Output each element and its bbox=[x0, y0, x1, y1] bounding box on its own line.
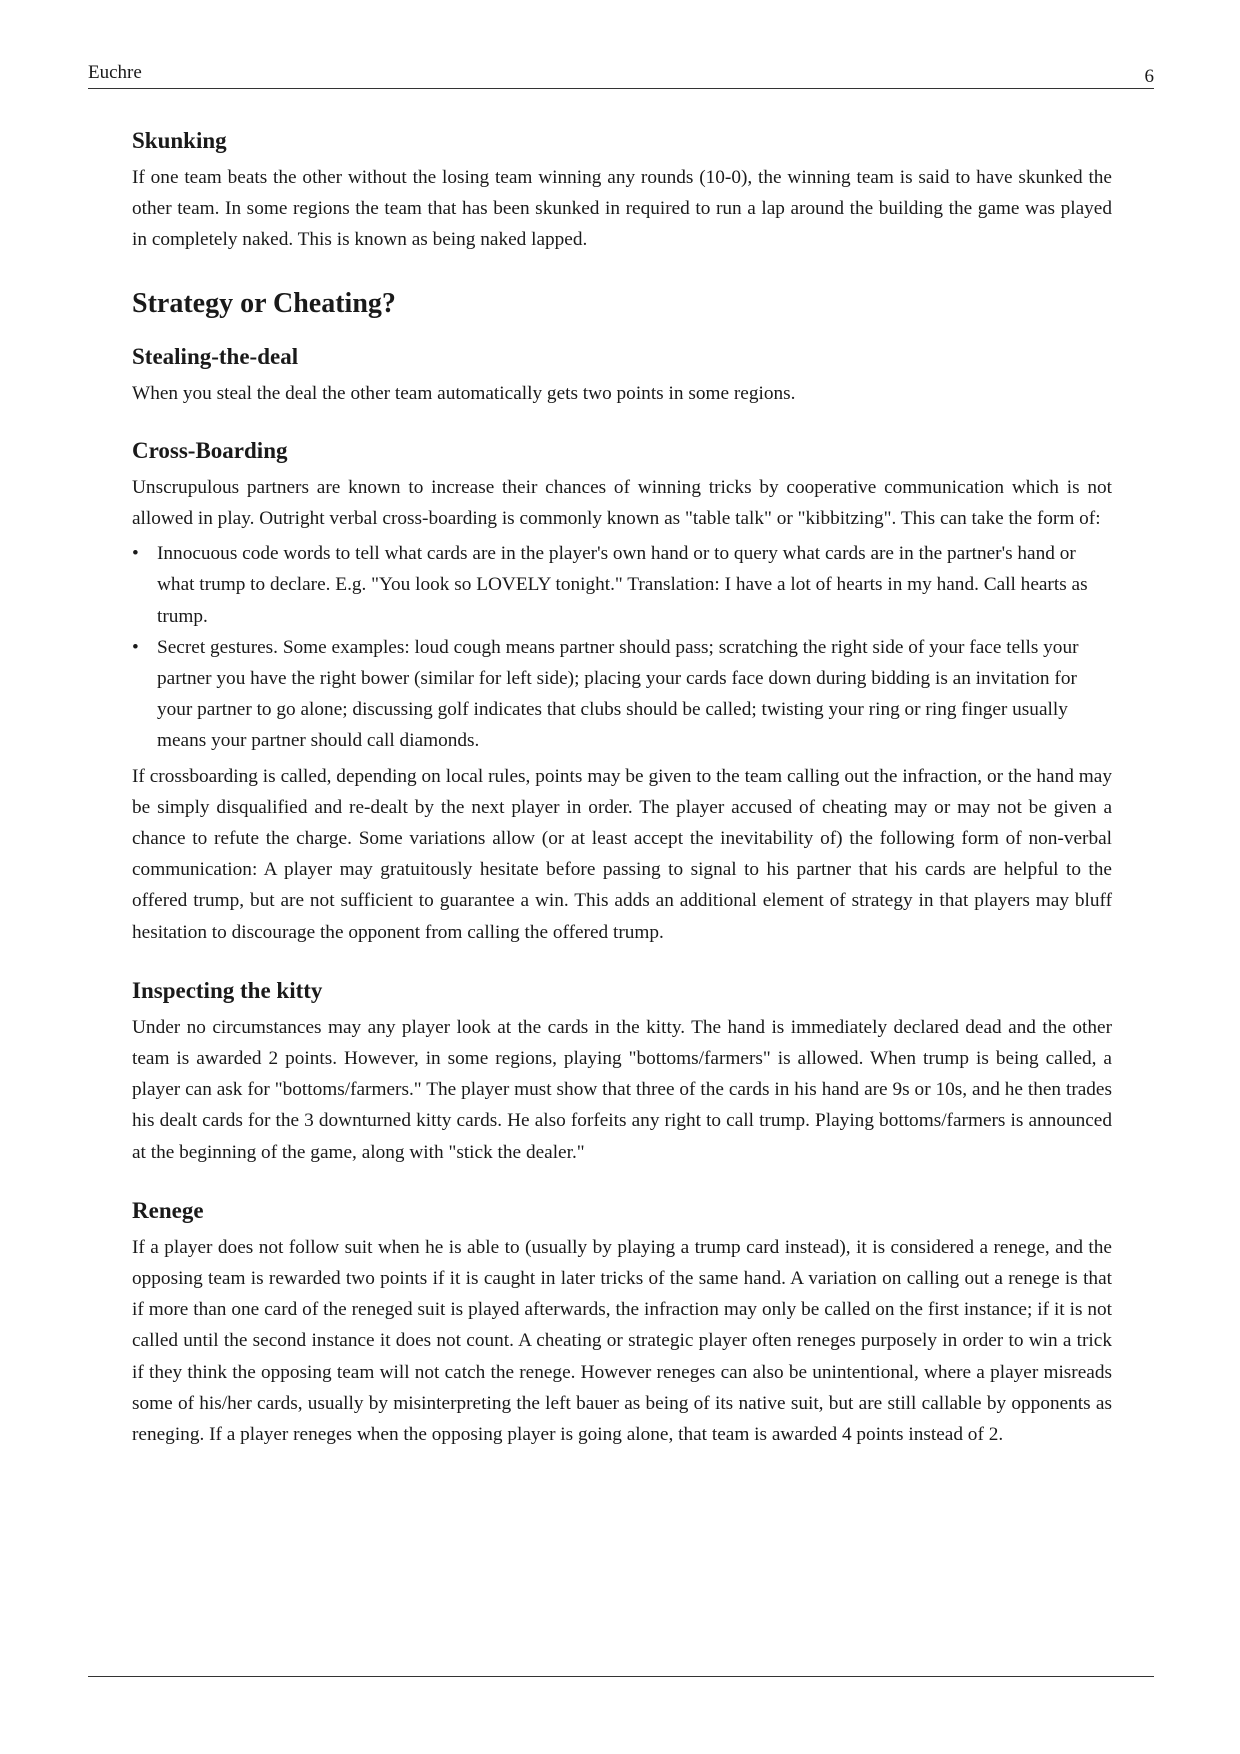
paragraph-renege: If a player does not follow suit when he is able to (usually by playing a trump card instead), it is considered a renege, and the opposing team is rewarded two points if it is caught in later tricks of the same hand. A variation on calling out a renege is that if more than one card of the reneged suit is played afterwards, the infraction may only be called on the first instance; if it is not called until the second instance it does not count. A cheating or strategic player often reneges purposely in order to win a trick if they think the opposing team will not catch the renege. However reneges can also be unintentional, where a player misreads some of his/her cards, usually by misinterpreting the left bauer as being of its native suit, but are still callable by opponents as reneging. If a player reneges when the opposing player is going alone, that team is awarded 4 points instead of 2. bbox=[132, 1236, 1112, 1446]
bullet-icon: • bbox=[132, 543, 139, 565]
paragraph-stealing-the-deal: When you steal the deal the other team automatically gets two points in some regions. bbox=[132, 382, 796, 404]
heading-stealing-the-deal: Stealing-the-deal bbox=[132, 343, 299, 369]
list-item-text: Secret gestures. Some examples: loud cough means partner should pass; scratching the right side of your face tells your partner you have the right bower (similar for left side); placing your cards face down during bidding is an invitation for your partner to go alone; discussing golf indicates that clubs should be called; twisting your ring or ring finger usually means your partner should call diamonds. bbox=[157, 636, 1079, 752]
heading-strategy-or-cheating: Strategy or Cheating? bbox=[132, 287, 396, 319]
footer-rule bbox=[88, 1676, 1154, 1677]
list-item bbox=[132, 632, 1112, 757]
document-title: Euchre bbox=[88, 62, 142, 83]
page-number: 6 bbox=[1144, 66, 1154, 87]
paragraph-cross-boarding-conclusion: If crossboarding is called, depending on local rules, points may be given to the team calling out the infraction, or the hand may be simply disqualified and re-dealt by the next player in order. The player accused of cheating may or may not be given a chance to refute the charge. Some variations allow (or at least accept the inevitability of) the following form of non-verbal communication: A player may gratuitously hesitate before passing to signal to his partner that his cards are helpful to the offered trump, but are not sufficient to guarantee a win. This adds an additional element of strategy in that players may bluff hesitation to discourage the opponent from calling the offered trump. bbox=[132, 765, 1112, 943]
running-header bbox=[88, 62, 1154, 89]
heading-renege: Renege bbox=[132, 1197, 204, 1223]
bullet-icon: • bbox=[132, 636, 139, 658]
page-content bbox=[132, 126, 1112, 1450]
paragraph-cross-boarding-intro: Unscrupulous partners are known to increase their chances of winning tricks by cooperative communication which is not allowed in play. Outright verbal cross-boarding is commonly known as "table talk" or "kibbitzing". This can take the form of: bbox=[132, 476, 1112, 530]
heading-cross-boarding: Cross-Boarding bbox=[132, 437, 288, 463]
cross-boarding-list bbox=[132, 538, 1112, 756]
heading-skunking: Skunking bbox=[132, 128, 227, 153]
list-item bbox=[132, 538, 1112, 632]
heading-inspecting-the-kitty: Inspecting the kitty bbox=[132, 977, 323, 1003]
list-item-text: Innocuous code words to tell what cards are in the player's own hand or to query what cards are in the partner's hand or what trump to declare. E.g. "You look so LOVELY tonight." Translation: I have a lot of hearts in my hand. Call hearts as trump. bbox=[157, 543, 1088, 627]
paragraph-inspecting-the-kitty: Under no circumstances may any player look at the cards in the kitty. The hand is immediately declared dead and the other team is awarded 2 points. However, in some regions, playing "bottoms/farmers" is allowed. When trump is being called, a player can ask for "bottoms/farmers." The player must show that three of the cards in his hand are 9s or 10s, and he then trades his dealt cards for the 3 downturned kitty cards. He also forfeits any right to call trump. Playing bottoms/farmers is announced at the beginning of the game, along with "stick the dealer." bbox=[132, 1016, 1112, 1163]
paragraph-skunking: If one team beats the other without the losing team winning any rounds (10-0), the winning team is said to have skunked the other team. In some regions the team that has been skunked in required to run a lap around the building the game was played in completely naked. This is known as being naked lapped. bbox=[132, 167, 1112, 251]
